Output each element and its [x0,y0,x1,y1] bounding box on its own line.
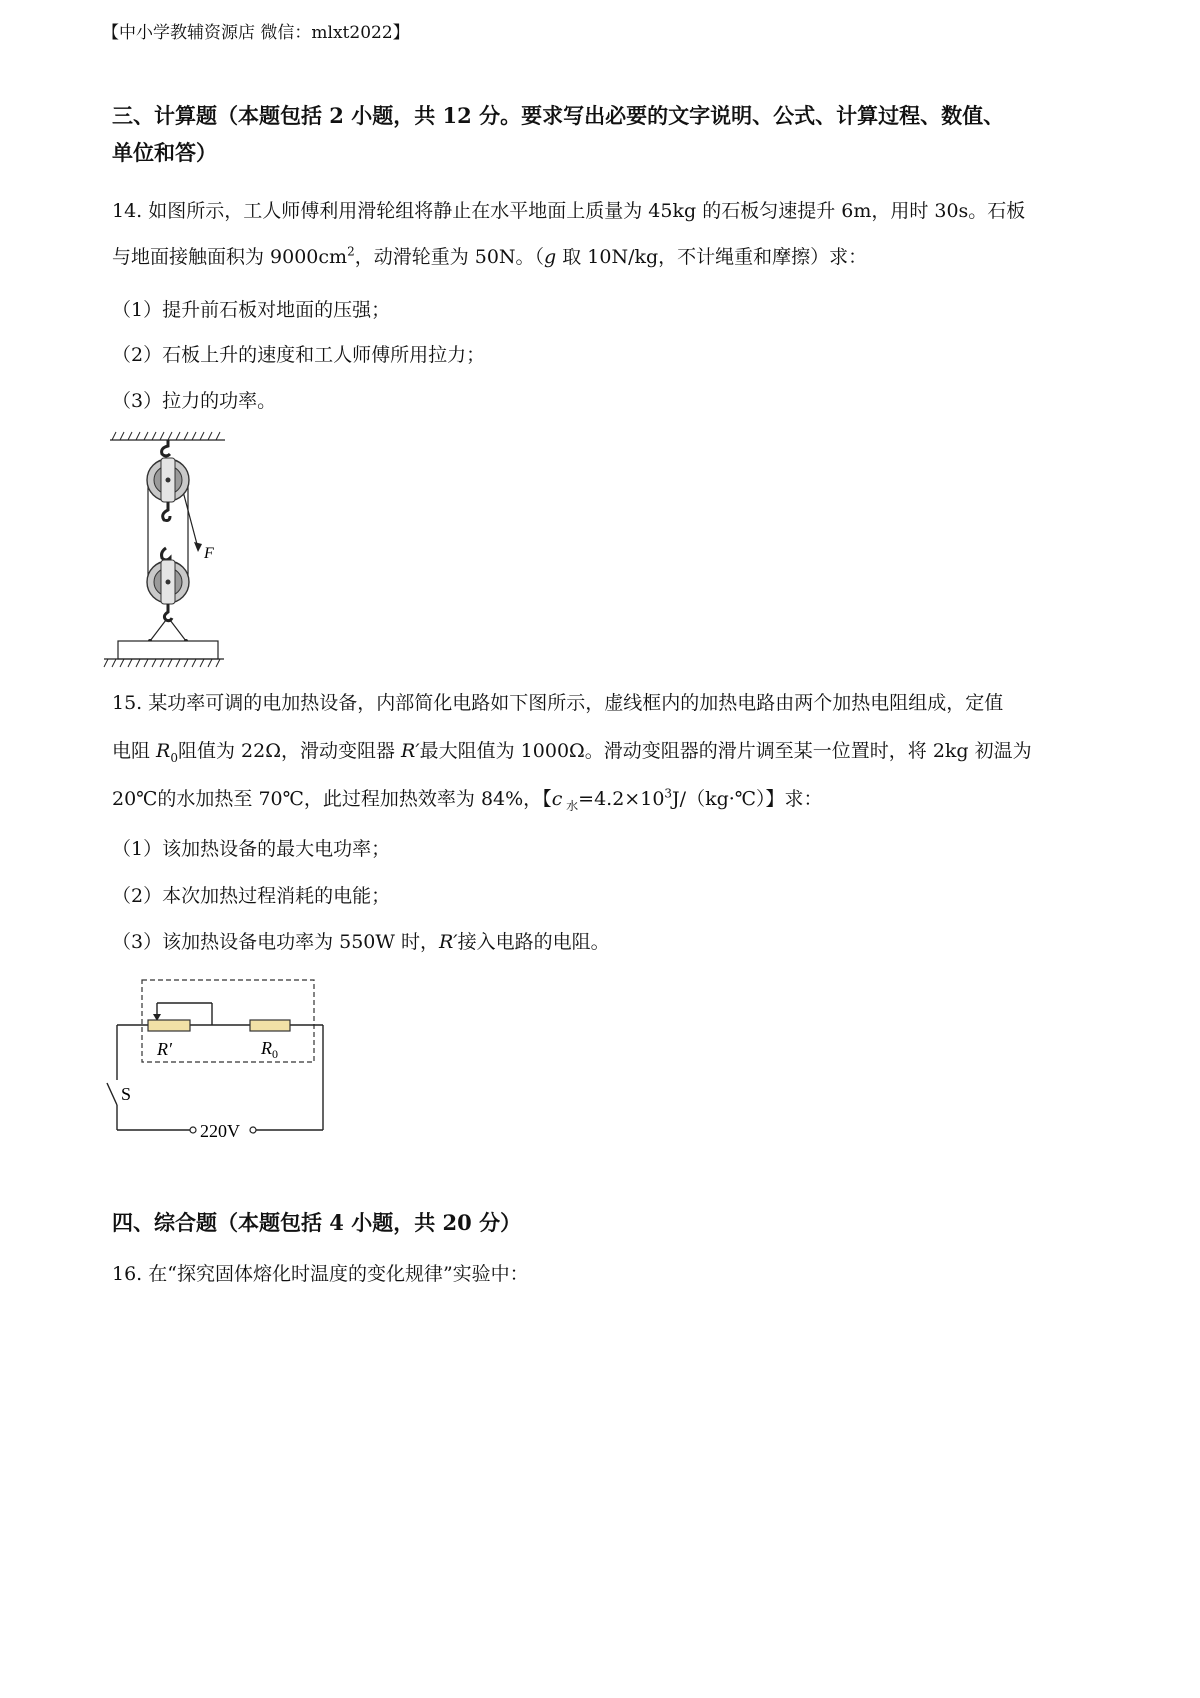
q14-line2-text-c: 取 10N/kg，不计绳重和摩擦）求： [556,246,868,268]
section4-title: 四、综合题（本题包括 4 小题，共 20 分） [112,1210,522,1235]
q15-line2-r-prime: R′ [401,740,420,762]
q15-line3-text-d: J/（kg·℃）】求： [672,788,823,810]
q15-sub3-text-a: （3）该加热设备电功率为 550W 时， [112,931,439,953]
switch-label: S [121,1084,132,1104]
q15-line3-csub: 水 [562,798,579,813]
q15-line3 [112,786,823,812]
q14-line2-text-b: ，动滑轮重为 50N。（ [354,246,545,268]
q14-line2-sup: 2 [347,244,355,259]
q15-sub3 [112,927,610,954]
q15-line2-text-a: 电阻 [112,740,157,762]
q16-line1: 16. 在“探究固体熔化时温度的变化规律”实验中： [112,1263,529,1285]
q14-sub3: （3）拉力的功率。 [112,390,277,412]
q15-sub3-text-b: 接入电路的电阻。 [457,931,610,953]
section3-title-line1: 三、计算题（本题包括 2 小题，共 12 分。要求写出必要的文字说明、公式、计算过程、数值、 [112,103,1005,128]
q14-line2-text-a: 与地面接触面积为 9000cm [112,246,348,268]
q14-line2 [112,244,867,270]
q15-line2-sub: 0 [170,750,178,765]
q15-line3-sup: 3 [664,786,673,801]
terminal-right [250,1127,256,1133]
voltage-label: 220V [200,1121,240,1141]
q15-sub1: （1）该加热设备的最大电功率； [112,838,391,860]
q15-line2-text-b: 阻值为 22Ω，滑动变阻器 [178,740,402,762]
resistor-r0 [250,1020,290,1031]
q15-line3-text-a: 20℃的水加热至 70℃，此过程加热效率为 84%，【 [112,788,552,810]
q15-sub2: （2）本次加热过程消耗的电能； [112,885,391,907]
circuit-diagram [105,975,330,1150]
terminal-left [190,1127,196,1133]
q15-sub3-r-prime: R′ [438,931,458,953]
page-header: 【中小学教辅资源店 微信：mlxt2022】 [102,23,410,43]
q14-line1: 14. 如图所示，工人师傅利用滑轮组将静止在水平地面上质量为 45kg 的石板匀速提升 6m，用时 30s。石板 [112,200,1026,222]
r0-label: $R_0$ [261,1038,278,1061]
q15-line2-text-c: 最大阻值为 1000Ω。滑动变阻器的滑片调至某一位置时，将 2kg 初温为 [419,740,1032,762]
q14-line2-g: g [544,246,557,268]
q14-sub2: （2）石板上升的速度和工人师傅所用拉力； [112,344,486,366]
movable-pulley [147,560,189,604]
force-label-f: F [204,545,214,562]
q14-sub1: （1）提升前石板对地面的压强； [112,299,391,321]
stone-slab [118,641,218,659]
q15-line2-r: R [156,740,171,762]
section3-title-line2: 单位和答） [112,140,217,165]
rheostat-label: R′ [157,1039,172,1059]
pulley-system-figure [100,428,230,673]
rheostat-r-prime [148,1020,190,1031]
fixed-pulley [147,458,189,502]
q15-line1: 15. 某功率可调的电加热设备，内部简化电路如下图所示，虚线框内的加热电路由两个加热电阻组成，定值 [112,692,1004,714]
q15-line3-c: c [551,788,563,810]
q15-line2 [112,738,1032,764]
q15-line3-text-b: =4.2×10 [578,788,665,810]
